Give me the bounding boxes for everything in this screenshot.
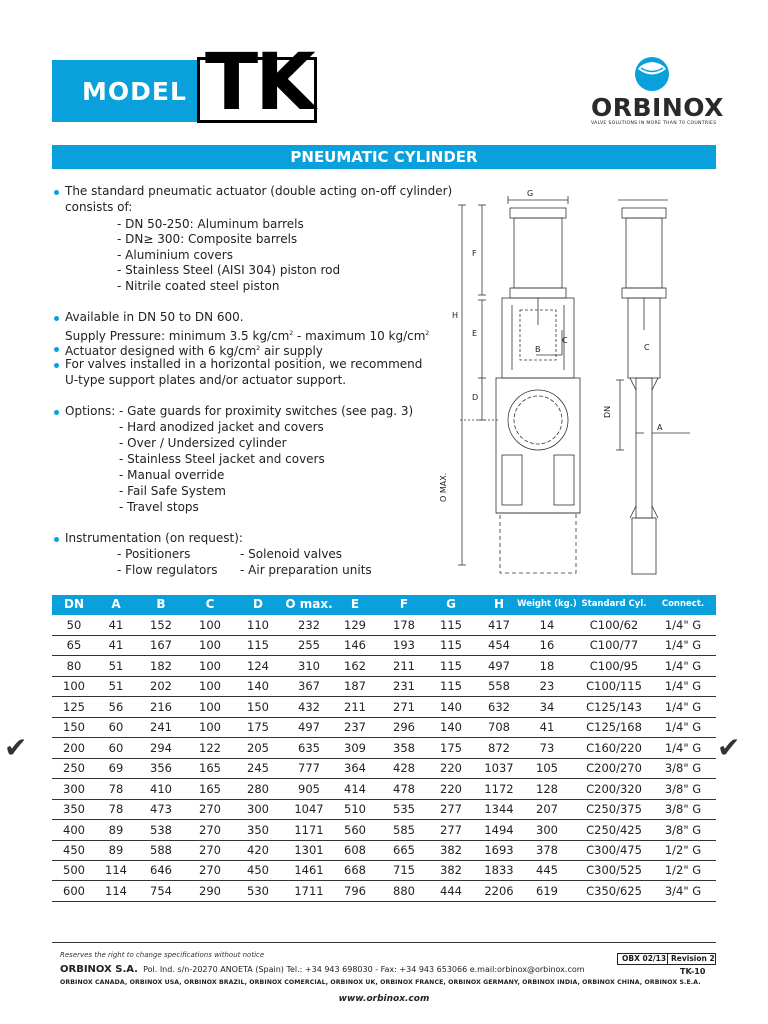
table-cell: C300/475 — [586, 842, 642, 857]
table-row — [52, 799, 716, 820]
table-row — [52, 881, 716, 902]
table-cell: 207 — [536, 802, 558, 817]
table-cell: 294 — [150, 740, 172, 755]
table-cell: 872 — [488, 740, 510, 755]
table-cell: 115 — [440, 658, 462, 673]
dim-label-c-side: C — [644, 343, 650, 352]
table-cell: 585 — [393, 822, 415, 837]
table-cell: 350 — [247, 822, 269, 837]
table-cell: 250 — [63, 761, 85, 776]
table-cell: 89 — [108, 842, 124, 857]
option-item: - Gate guards for proximity switches (see pag. 3) — [119, 404, 414, 418]
table-cell: 432 — [298, 699, 320, 714]
table-cell: 382 — [440, 863, 462, 878]
option-item: - Stainless Steel jacket and covers — [119, 452, 325, 466]
table-cell: 60 — [108, 720, 124, 735]
table-cell: 115 — [440, 618, 462, 632]
option-item: - Over / Undersized cylinder — [119, 436, 287, 450]
table-cell: 880 — [393, 883, 415, 898]
table-cell: 216 — [150, 699, 172, 714]
intro-line-2: consists of: — [65, 200, 133, 214]
table-cell: 14 — [539, 618, 555, 632]
table-cell: C250/425 — [586, 822, 642, 837]
option-item: - Travel stops — [119, 500, 199, 514]
option-item: - Manual override — [119, 468, 225, 482]
table-cell: 165 — [199, 781, 221, 796]
table-cell: 600 — [63, 883, 85, 898]
table-cell: C125/143 — [586, 699, 642, 714]
table-row — [52, 840, 716, 861]
table-cell: 100 — [199, 618, 221, 632]
table-cell: 296 — [393, 720, 415, 735]
table-cell: 146 — [344, 638, 366, 653]
table-cell: 3/8" G — [664, 761, 702, 776]
table-row — [52, 676, 716, 697]
table-header-cell: H — [493, 597, 505, 611]
table-cell: 473 — [150, 802, 172, 817]
table-cell: 140 — [440, 720, 462, 735]
table-header-cell: O max. — [285, 597, 333, 611]
table-cell: 23 — [539, 679, 555, 694]
table-cell: 255 — [298, 638, 320, 653]
table-cell: 715 — [393, 863, 415, 878]
table-cell: 165 — [199, 761, 221, 776]
available-text: Available in DN 50 to DN 600. — [65, 310, 244, 324]
table-cell: 538 — [150, 822, 172, 837]
table-cell: C200/270 — [586, 761, 642, 776]
table-row — [52, 697, 716, 718]
table-cell: 1301 — [294, 842, 324, 857]
table-cell: C100/77 — [589, 638, 639, 653]
table-cell: 69 — [108, 761, 124, 776]
table-cell: 100 — [199, 720, 221, 735]
table-cell: 300 — [247, 802, 269, 817]
table-cell: 1037 — [484, 761, 514, 776]
table-cell: 115 — [440, 638, 462, 653]
table-header-cell: DN — [63, 597, 84, 611]
table-header-cell: Weight (kg.) — [517, 599, 577, 609]
table-cell: 382 — [440, 842, 462, 857]
table-cell: 89 — [108, 822, 124, 837]
table-header-cell: A — [111, 597, 121, 611]
table-cell: 1494 — [484, 822, 514, 837]
table-cell: 211 — [393, 658, 415, 673]
model-code: TK — [205, 38, 313, 128]
table-cell: 270 — [199, 802, 221, 817]
table-cell: 358 — [393, 740, 415, 755]
table-cell: C100/115 — [586, 679, 642, 694]
table-cell: 65 — [66, 638, 82, 653]
table-cell: 56 — [108, 699, 124, 714]
table-cell: 754 — [150, 883, 172, 898]
table-cell: 309 — [344, 740, 366, 755]
table-cell: 80 — [66, 658, 82, 673]
table-cell: 500 — [63, 863, 85, 878]
table-cell: 241 — [150, 720, 172, 735]
table-header-cell: E — [350, 597, 360, 611]
table-cell: 454 — [488, 638, 510, 653]
bullet-icon — [54, 190, 59, 195]
table-cell: 364 — [344, 761, 366, 776]
dim-label-e: E — [472, 329, 478, 338]
instrumentation-item: - Air preparation units — [240, 563, 372, 577]
table-cell: 193 — [393, 638, 415, 653]
table-cell: 270 — [199, 863, 221, 878]
table-cell: 1833 — [484, 863, 514, 878]
table-cell: 187 — [344, 679, 366, 694]
table-cell: 277 — [440, 802, 462, 817]
table-cell: 18 — [539, 658, 555, 673]
table-row — [52, 820, 716, 841]
table-cell: 1693 — [484, 842, 514, 857]
table-cell: 150 — [63, 720, 85, 735]
table-cell: 34 — [539, 699, 555, 714]
table-header-cell: D — [253, 597, 263, 611]
table-cell: 588 — [150, 842, 172, 857]
table-cell: C350/625 — [586, 883, 642, 898]
revision-label: Revision 2 — [671, 954, 715, 963]
table-cell: 100 — [199, 679, 221, 694]
table-cell: 114 — [105, 863, 127, 878]
table-cell: 619 — [536, 883, 558, 898]
table-cell: 115 — [440, 679, 462, 694]
bullet-icon — [54, 410, 59, 415]
table-cell: 1/4" G — [664, 699, 702, 714]
table-cell: 497 — [488, 658, 510, 673]
table-cell: 1171 — [294, 822, 324, 837]
revision-separator — [667, 953, 668, 965]
table-cell: 1/4" G — [664, 720, 702, 735]
table-cell: 162 — [344, 658, 366, 673]
table-cell: 205 — [247, 740, 269, 755]
brand-name: ORBINOX — [591, 93, 724, 122]
table-cell: 277 — [440, 822, 462, 837]
table-cell: 1/4" G — [664, 618, 702, 632]
table-cell: 1047 — [294, 802, 324, 817]
table-row — [52, 656, 716, 677]
table-cell: 400 — [63, 822, 85, 837]
check-mark-left-icon: ✔ — [4, 731, 28, 764]
option-item: - Fail Safe System — [119, 484, 226, 498]
table-cell: 124 — [247, 658, 269, 673]
table-cell: 378 — [536, 842, 558, 857]
valve-technical-drawing — [440, 180, 720, 580]
table-cell: 211 — [344, 699, 366, 714]
table-cell: C100/62 — [589, 618, 639, 632]
table-row — [52, 758, 716, 779]
table-header-cell: F — [399, 597, 409, 611]
dim-label-f: F — [472, 249, 477, 258]
page-code: TK-10 — [680, 967, 706, 976]
table-cell: 497 — [298, 720, 320, 735]
model-label: MODEL — [82, 77, 187, 106]
table-cell: 3/8" G — [664, 802, 702, 817]
table-cell: 560 — [344, 822, 366, 837]
instrumentation-item: - Solenoid valves — [240, 547, 343, 561]
table-cell: C100/95 — [589, 658, 639, 673]
table-cell: 16 — [539, 638, 555, 653]
table-cell: 1461 — [294, 863, 324, 878]
orbinox-logo-icon — [632, 54, 672, 94]
table-row — [52, 738, 716, 759]
instrumentation-label: Instrumentation (on request): — [65, 531, 243, 545]
table-cell: 1711 — [294, 883, 324, 898]
table-row — [52, 635, 716, 656]
table-cell: 129 — [344, 618, 366, 632]
table-cell: 608 — [344, 842, 366, 857]
table-cell: 150 — [247, 699, 269, 714]
table-cell: 100 — [199, 699, 221, 714]
table-cell: 1/4" G — [664, 679, 702, 694]
table-cell: C250/375 — [586, 802, 642, 817]
table-cell: 100 — [63, 679, 85, 694]
table-cell: C160/220 — [586, 740, 642, 755]
dim-label-h: H — [452, 311, 459, 320]
option-item: - Hard anodized jacket and covers — [119, 420, 324, 434]
table-cell: 510 — [344, 802, 366, 817]
table-row — [52, 615, 716, 636]
table-cell: 3/4" G — [664, 883, 702, 898]
instrumentation-item: - Flow regulators — [117, 563, 218, 577]
table-cell: C300/525 — [586, 863, 642, 878]
actuator-design-text: Actuator designed with 6 $kg/cm^2$ air supply — [65, 344, 323, 358]
table-cell: 2206 — [484, 883, 514, 898]
horizontal-line-2: U-type support plates and/or actuator support. — [65, 373, 347, 387]
table-cell: 128 — [536, 781, 558, 796]
table-cell: 646 — [150, 863, 172, 878]
table-cell: 1/2" G — [664, 863, 702, 878]
table-cell: 668 — [344, 863, 366, 878]
component-item: - Stainless Steel (AISI 304) piston rod — [117, 263, 341, 277]
dim-label-a: A — [657, 423, 663, 432]
intro-line-1: The standard pneumatic actuator (double acting on-off cylinder) — [65, 184, 453, 198]
table-cell: 356 — [150, 761, 172, 776]
instrumentation-item: - Positioners — [117, 547, 191, 561]
table-cell: 350 — [63, 802, 85, 817]
doc-code: OBX 02/13 — [622, 954, 667, 963]
table-cell: 300 — [536, 822, 558, 837]
table-cell: 367 — [298, 679, 320, 694]
horizontal-line-1: For valves installed in a horizontal position, we recommend — [65, 357, 423, 371]
table-cell: 420 — [247, 842, 269, 857]
table-row — [52, 779, 716, 800]
table-cell: 535 — [393, 802, 415, 817]
table-cell: 50 — [66, 618, 82, 632]
table-cell: 417 — [488, 618, 510, 632]
table-cell: 445 — [536, 863, 558, 878]
table-cell: 3/8" G — [664, 822, 702, 837]
table-cell: 125 — [63, 699, 85, 714]
table-cell: 41 — [108, 638, 124, 653]
table-cell: 632 — [488, 699, 510, 714]
table-cell: 140 — [247, 679, 269, 694]
table-row — [52, 860, 716, 881]
table-cell: 220 — [440, 781, 462, 796]
table-cell: 220 — [440, 761, 462, 776]
bullet-icon — [54, 363, 59, 368]
table-cell: 300 — [63, 781, 85, 796]
dim-label-dn: DN — [603, 405, 612, 418]
supply-pressure-text: Supply Pressure: minimum 3.5 $kg/cm^2$ - maximum 10 $kg/cm^2$ — [65, 329, 430, 343]
table-cell: 708 — [488, 720, 510, 735]
table-cell: 114 — [105, 883, 127, 898]
table-cell: 450 — [63, 842, 85, 857]
table-cell: 202 — [150, 679, 172, 694]
table-cell: 100 — [199, 638, 221, 653]
component-item: - DN 50-250: Aluminum barrels — [117, 217, 304, 231]
table-cell: 105 — [536, 761, 558, 776]
table-cell: 175 — [247, 720, 269, 735]
footer-divider — [52, 942, 716, 943]
component-item: - Aluminium covers — [117, 248, 233, 262]
table-cell: 310 — [298, 658, 320, 673]
footer-group-companies: ORBINOX CANADA, ORBINOX USA, ORBINOX BRAZIL, ORBINOX COMERCIAL, ORBINOX UK, ORBINOX FRANCE, ORBINOX GERMANY, ORBINOX INDIA, ORBINOX CHINA, ORBINOX S.E.A. — [60, 979, 701, 986]
table-cell: 1/4" G — [664, 638, 702, 653]
table-cell: 100 — [199, 658, 221, 673]
bullet-icon — [54, 316, 59, 321]
table-cell: 110 — [247, 618, 269, 632]
table-cell: 1172 — [484, 781, 514, 796]
footer-website: www.orbinox.com — [338, 994, 430, 1004]
table-cell: 1/4" G — [664, 658, 702, 673]
table-cell: 410 — [150, 781, 172, 796]
table-cell: 51 — [108, 679, 124, 694]
table-cell: 450 — [247, 863, 269, 878]
table-cell: 167 — [150, 638, 172, 653]
dim-label-d: D — [472, 393, 479, 402]
table-cell: 3/8" G — [664, 781, 702, 796]
table-cell: 122 — [199, 740, 221, 755]
table-cell: 478 — [393, 781, 415, 796]
component-item: - Nitrile coated steel piston — [117, 279, 280, 293]
table-cell: 175 — [440, 740, 462, 755]
table-row — [52, 717, 716, 738]
table-cell: 1344 — [484, 802, 514, 817]
table-cell: 178 — [393, 618, 415, 632]
table-cell: 270 — [199, 842, 221, 857]
dim-label-omax: O MAX. — [439, 472, 448, 502]
table-cell: 905 — [298, 781, 320, 796]
table-header-cell: B — [156, 597, 166, 611]
table-cell: 200 — [63, 740, 85, 755]
table-cell: 271 — [393, 699, 415, 714]
table-cell: 51 — [108, 658, 124, 673]
table-cell: 140 — [440, 699, 462, 714]
dim-label-b: B — [535, 345, 541, 354]
bullet-icon — [54, 537, 59, 542]
footer-note: Reserves the right to change specifications without notice — [60, 951, 265, 959]
table-cell: 78 — [108, 802, 124, 817]
table-cell: 78 — [108, 781, 124, 796]
table-header-cell: G — [446, 597, 456, 611]
table-header-cell: Standard Cyl. — [581, 599, 647, 609]
table-cell: 41 — [108, 618, 124, 632]
table-cell: 414 — [344, 781, 366, 796]
table-cell: 444 — [440, 883, 462, 898]
table-cell: 245 — [247, 761, 269, 776]
table-cell: 237 — [344, 720, 366, 735]
table-header-cell: Connect. — [661, 599, 705, 609]
bullet-icon — [54, 347, 59, 352]
table-cell: 232 — [298, 618, 320, 632]
table-cell: 270 — [199, 822, 221, 837]
table-cell: 152 — [150, 618, 172, 632]
dim-label-g: G — [527, 189, 534, 198]
table-cell: 796 — [344, 883, 366, 898]
component-item: - DN≥ 300: Composite barrels — [117, 232, 298, 246]
table-cell: 231 — [393, 679, 415, 694]
dim-label-c: C — [562, 336, 568, 345]
table-cell: 530 — [247, 883, 269, 898]
table-cell: 1/4" G — [664, 740, 702, 755]
table-cell: 115 — [247, 638, 269, 653]
table-cell: 635 — [298, 740, 320, 755]
table-cell: 60 — [108, 740, 124, 755]
check-mark-right-icon: ✔ — [717, 731, 741, 764]
table-cell: 280 — [247, 781, 269, 796]
table-cell: 41 — [539, 720, 555, 735]
table-cell: 290 — [199, 883, 221, 898]
table-cell: 1/2" G — [664, 842, 702, 857]
table-cell: C125/168 — [586, 720, 642, 735]
section-title: PNEUMATIC CYLINDER — [290, 148, 478, 166]
footer-company: ORBINOX S.A. Pol. Ind. s/n-20270 ANOETA (Spain) Tel.: +34 943 698030 - Fax: +34 943 653066 e.mail:orbinox@orbinox.com — [60, 964, 585, 975]
table-cell: 558 — [488, 679, 510, 694]
table-cell: 428 — [393, 761, 415, 776]
table-header-cell: C — [205, 597, 215, 611]
table-cell: 182 — [150, 658, 172, 673]
table-cell: C200/320 — [586, 781, 642, 796]
table-cell: 73 — [539, 740, 555, 755]
brand-tagline: VALVE SOLUTIONS IN MORE THAN 70 COUNTRIES — [591, 121, 717, 126]
table-cell: 777 — [298, 761, 320, 776]
table-cell: 665 — [393, 842, 415, 857]
options-label: Options: — [65, 404, 116, 418]
